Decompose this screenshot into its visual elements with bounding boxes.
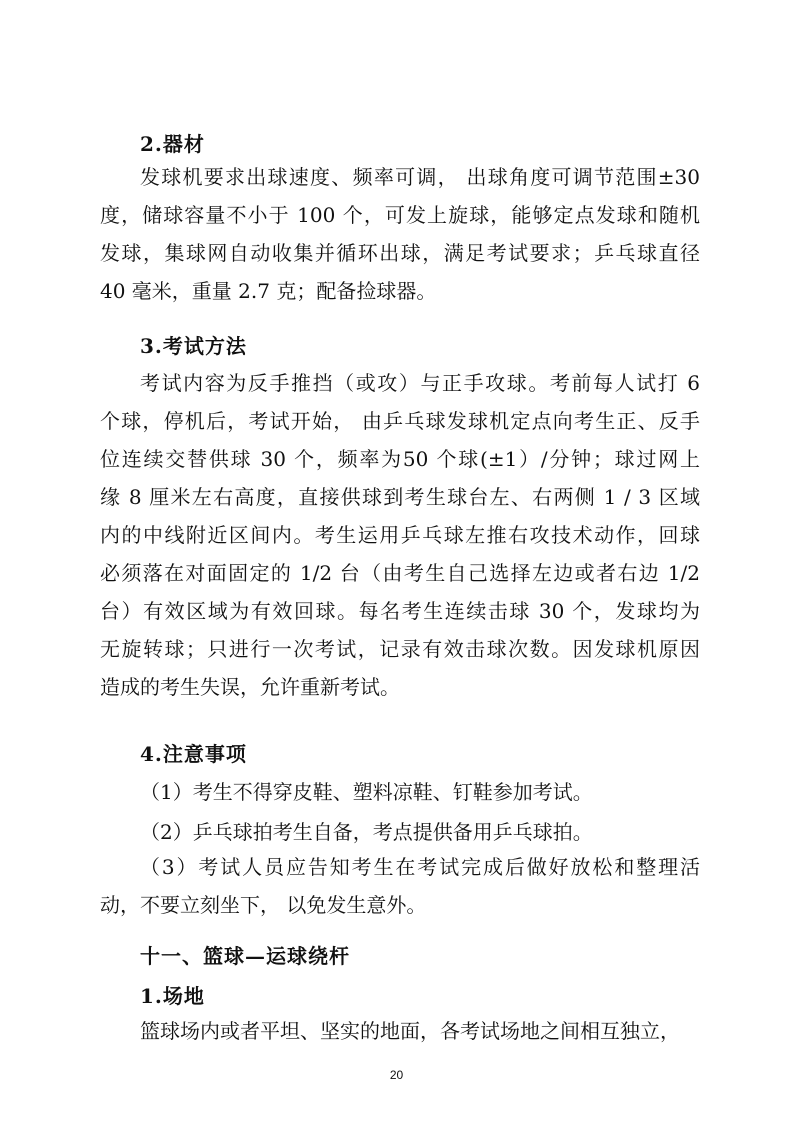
note-item-3 (100, 848, 700, 924)
venue-heading: 1.场地 (140, 984, 205, 1008)
note-item-1: （1）考生不得穿皮鞋、塑料凉鞋、钉鞋参加考试。 (140, 780, 593, 804)
equipment-line-2: 度，储球容量不小于 100 个，可发上旋球，能够定点发球和随机 (100, 203, 700, 227)
method-heading: 3.考试方法 (140, 334, 247, 358)
note-item-3-line-2: 动，不要立刻坐下， 以免发生意外。 (100, 893, 427, 917)
equipment-heading: 2.器材 (140, 132, 205, 156)
venue-paragraph (100, 1012, 700, 1050)
method-paragraph (100, 364, 700, 706)
method-line-3: 位连续交替供球 30 个，频率为50 个球(±1）/分钟；球过网上 (100, 447, 700, 471)
note-item-2: （2）乒乓球拍考生自备，考点提供备用乒乓球拍。 (140, 820, 593, 844)
method-line-8: 无旋转球；只进行一次考试，记录有效击球次数。因发球机原因 (100, 637, 700, 661)
venue-line-1: 篮球场内或者平坦、坚实的地面，各考试场地之间相互独立， (140, 1019, 680, 1043)
method-line-4: 缘 8 厘米左右高度，直接供球到考生球台左、右两侧 1 / 3 区域 (100, 485, 700, 509)
method-line-6: 必须落在对面固定的 1/2 台（由考生自己选择左边或者右边 1/2 (100, 561, 700, 585)
method-line-5: 内的中线附近区间内。考生运用乒乓球左推右攻技术动作，回球 (100, 523, 700, 547)
method-line-7: 台）有效区域为有效回球。每名考生连续击球 30 个，发球均为 (100, 599, 700, 623)
basketball-heading: 十一、篮球—运球绕杆 (140, 944, 350, 968)
page-number: 20 (389, 1068, 404, 1082)
note-item-3-line-1: （3）考试人员应告知考生在考试完成后做好放松和整理活 (140, 855, 700, 879)
notes-heading: 4.注意事项 (140, 742, 247, 766)
method-line-9: 造成的考生失误，允许重新考试。 (100, 675, 400, 699)
method-line-1: 考试内容为反手推挡（或攻）与正手攻球。考前每人试打 6 (140, 371, 700, 395)
equipment-line-1: 发球机要求出球速度、频率可调， 出球角度可调节范围±30 (140, 165, 700, 189)
equipment-paragraph (100, 158, 700, 310)
equipment-line-4: 40 毫米，重量 2.7 克；配备捡球器。 (100, 279, 437, 303)
equipment-line-3: 发球，集球网自动收集并循环出球，满足考试要求；乒乓球直径 (100, 241, 700, 265)
method-line-2: 个球，停机后，考试开始， 由乒乓球发球机定点向考生正、反手 (100, 409, 700, 433)
